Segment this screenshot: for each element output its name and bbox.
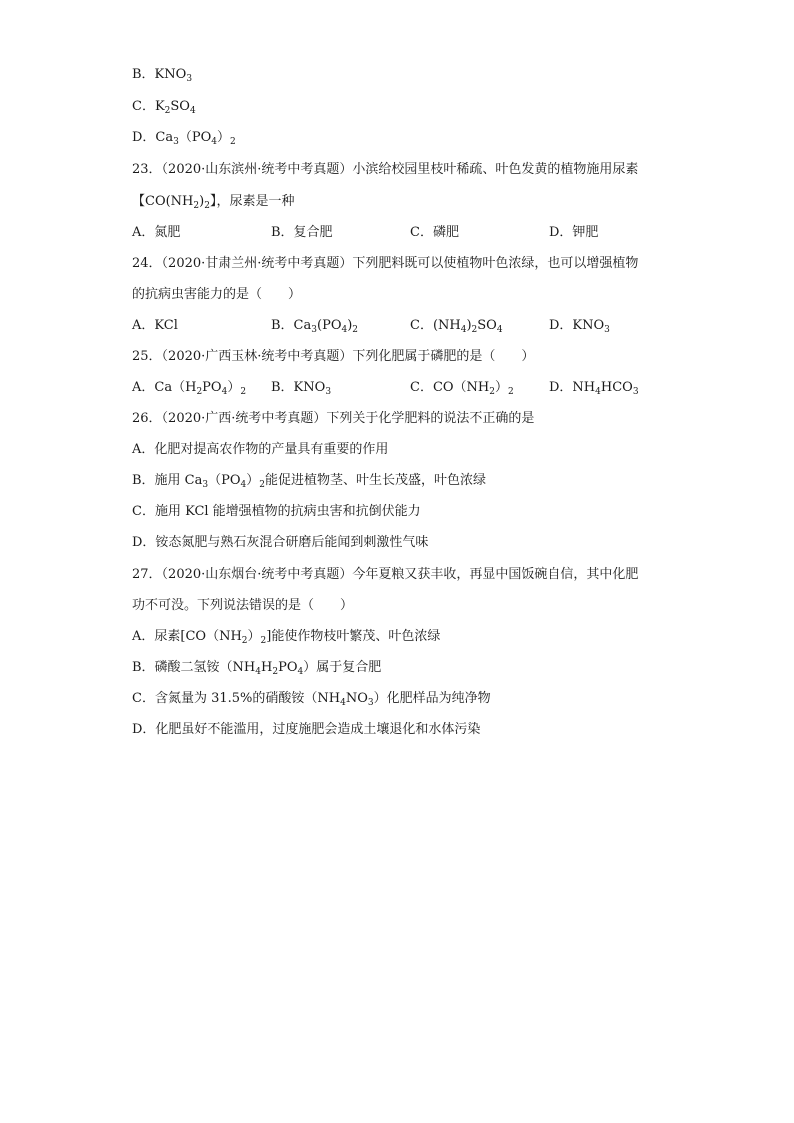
- q27-stem-line1: 27．（2020·山东烟台·统考中考真题）今年夏粮又获丰收，再显中国饭碗自信，其中化肥: [132, 567, 639, 582]
- q25-option-d: D．$NH_4HCO_3$: [549, 380, 639, 397]
- q25-option-b: B．$KNO_3$: [271, 380, 332, 397]
- q25-stem: 25．（2020·广西玉林·统考中考真题）下列化肥属于磷肥的是（ ）: [132, 349, 535, 364]
- q23-stem-line2: 【$CO(NH_2)_2$】，尿素是一种: [132, 194, 295, 211]
- q27-option-d: D．化肥虽好不能滥用，过度施肥会造成土壤退化和水体污染: [132, 722, 481, 737]
- q27-option-a: A．尿素$[CO(NH_2)_2]$能使作物枝叶繁茂、叶色浓绿: [132, 629, 441, 646]
- q26-option-b: B．施用 $Ca_3(PO_4)_2$能促进植物茎、叶生长茂盛，叶色浓绿: [132, 473, 487, 490]
- q25-option-c: C．$CO(NH_2)_2$: [410, 380, 514, 397]
- q24-option-a: A．KCl: [132, 318, 178, 333]
- q23-option-b: B．复合肥: [271, 225, 333, 240]
- q27-stem-line2: 功不可没。下列说法错误的是（ ）: [132, 598, 354, 613]
- q23-option-c: C．磷肥: [410, 225, 459, 240]
- q26-option-d: D．铵态氮肥与熟石灰混合研磨后能闻到刺激性气味: [132, 535, 429, 550]
- q25-options: [132, 379, 692, 397]
- q24-options: [132, 317, 692, 335]
- q23-option-a: A．氮肥: [132, 225, 181, 240]
- q24-option-b: B．$Ca_3(PO_4)_2$: [271, 318, 359, 335]
- q26-option-a: A．化肥对提高农作物的产量具有重要的作用: [132, 442, 389, 457]
- q24-stem-line2: 的抗病虫害能力的是（ ）: [132, 287, 302, 302]
- q27-option-c: C．含氮量为 31.5%的硝酸铵$(NH_4NO_3)$化肥样品为纯净物: [132, 691, 491, 708]
- q25-option-a: A．$Ca(H_2PO_4)_2$: [132, 380, 247, 397]
- q26-stem: 26．（2020·广西·统考中考真题）下列关于化学肥料的说法不正确的是: [132, 411, 535, 426]
- q24-option-c: C．$(NH_4)_2SO_4$: [410, 318, 503, 335]
- q24-option-d: D．$KNO_3$: [549, 318, 610, 335]
- q27-option-b: B．磷酸二氢铵$(NH_4H_2PO_4)$属于复合肥: [132, 660, 382, 677]
- q22-option-b: B．$KNO_3$: [132, 67, 193, 84]
- q26-option-c: C．施用 KCl 能增强植物的抗病虫害和抗倒伏能力: [132, 504, 421, 519]
- q23-option-d: D．钾肥: [549, 225, 599, 240]
- q22-option-c: C．$K_2SO_4$: [132, 99, 196, 116]
- q23-options: [132, 224, 692, 242]
- q22-option-d: D．$Ca_3(PO_4)_2$: [132, 130, 236, 147]
- q24-stem-line1: 24．（2020·甘肃兰州·统考中考真题）下列肥料既可以使植物叶色浓绿，也可以增强植物: [132, 256, 639, 271]
- q23-stem-line1: 23．（2020·山东滨州·统考中考真题）小滨给校园里枝叶稀疏、叶色发黄的植物施用尿素: [132, 162, 639, 177]
